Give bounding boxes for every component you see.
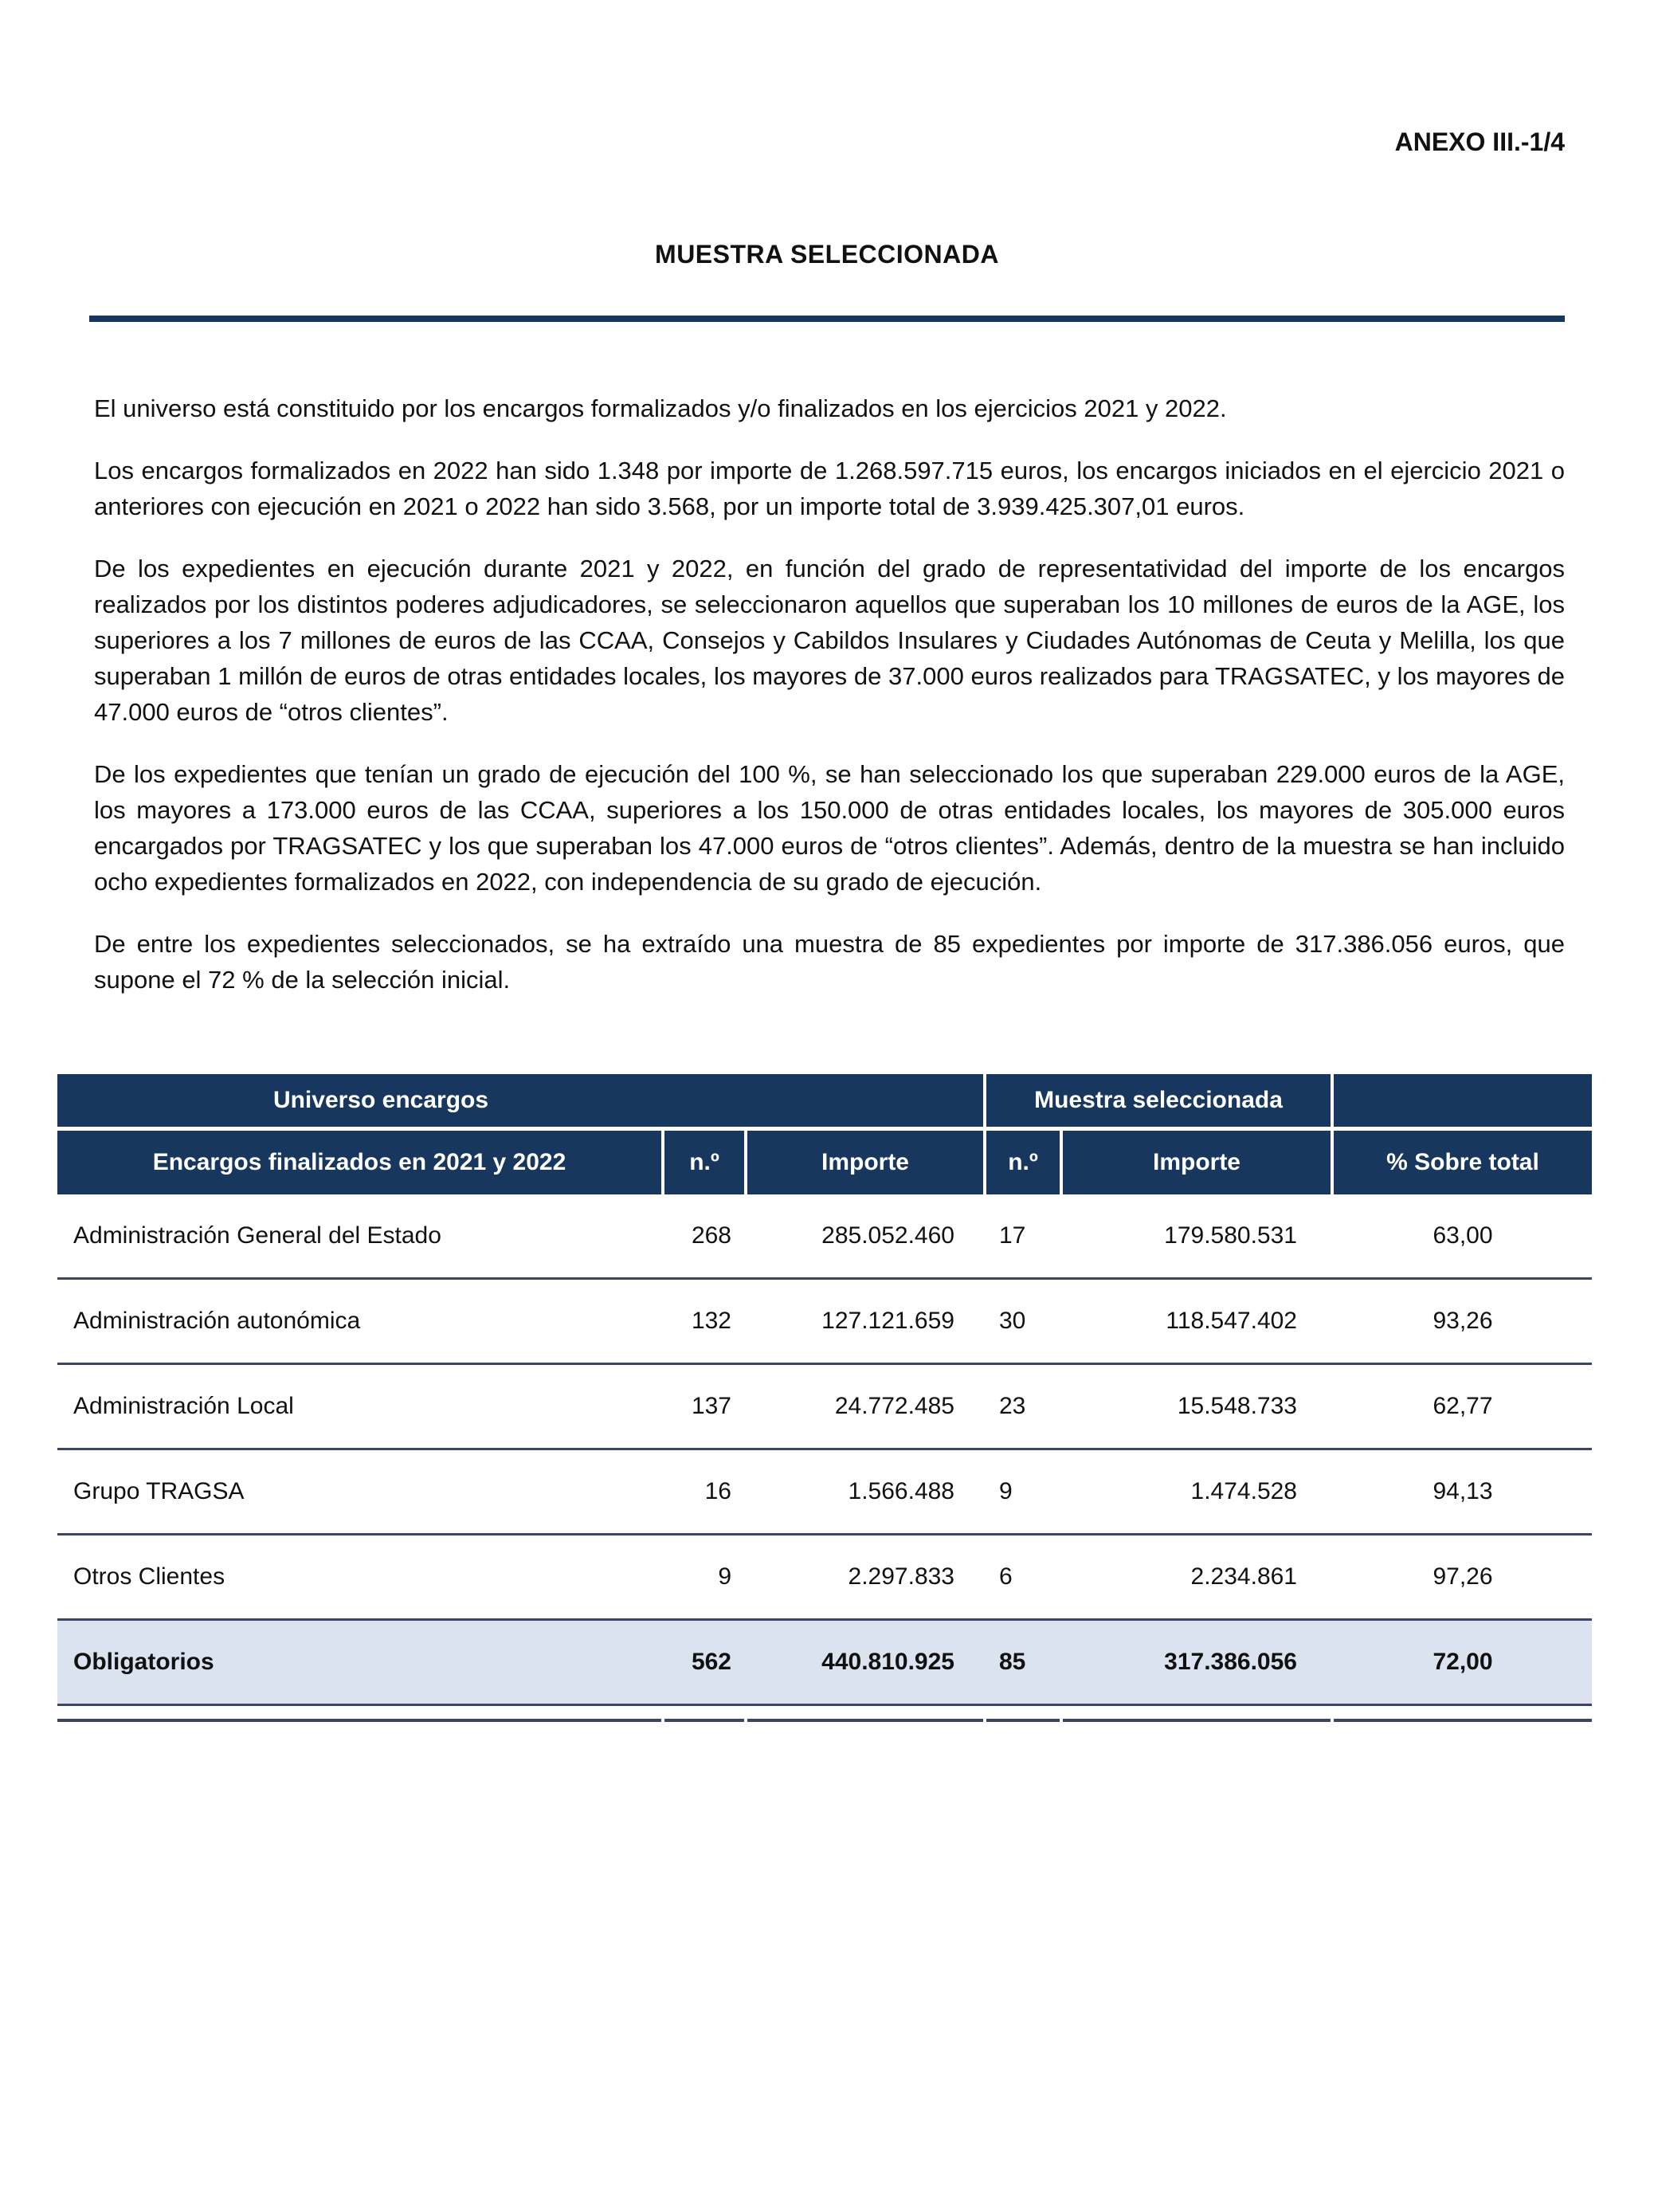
column-header-n1: n.º xyxy=(664,1131,744,1194)
rule-segment xyxy=(986,1719,1060,1722)
table-row xyxy=(57,1280,1592,1365)
table-row xyxy=(57,1450,1592,1535)
cell-n1: 9 xyxy=(718,1563,731,1590)
paragraph-universe: El universo está constituido por los encargos formalizados y/o finalizados en los ejercicios 2021 y 2022. xyxy=(94,394,1227,422)
cell-n1: 562 xyxy=(691,1649,731,1675)
cell-label: Otros Clientes xyxy=(73,1563,225,1590)
table-total-row xyxy=(57,1621,1592,1706)
cell-importe2: 179.580.531 xyxy=(1164,1222,1297,1249)
table-bottom-rule xyxy=(57,1719,1592,1722)
cell-pct: 97,26 xyxy=(1433,1563,1493,1590)
cell-pct: 63,00 xyxy=(1433,1222,1493,1249)
rule-segment xyxy=(664,1719,744,1722)
rule-segment xyxy=(57,1719,661,1722)
cell-n2: 85 xyxy=(999,1649,1026,1675)
cell-importe1: 440.810.925 xyxy=(821,1649,954,1675)
cell-importe2: 118.547.402 xyxy=(1166,1308,1297,1334)
page-title: MUESTRA SELECCIONADA xyxy=(655,240,999,269)
cell-n1: 16 xyxy=(704,1478,731,1504)
group-header-empty xyxy=(1334,1074,1592,1127)
column-header-label: Encargos finalizados en 2021 y 2022 xyxy=(57,1131,661,1194)
paragraph-formalized: Los encargos formalizados en 2022 han sido 1.348 por importe de 1.268.597.715 euros, los encargos iniciados en el ejercicio 2021 o anteriores con ejecución en 2021 o 2022 han sido 3.568, por un importe total de 3.939.425.307,01 euros. xyxy=(94,457,1565,520)
rule-segment xyxy=(1063,1719,1331,1722)
cell-pct: 93,26 xyxy=(1433,1308,1493,1334)
cell-n1: 132 xyxy=(691,1308,731,1334)
column-header-n2: n.º xyxy=(986,1131,1060,1194)
cell-importe1: 24.772.485 xyxy=(834,1393,954,1419)
body-text xyxy=(94,390,1565,998)
cell-importe1: 2.297.833 xyxy=(848,1563,954,1590)
cell-n2: 9 xyxy=(999,1478,1013,1504)
table-group-header-row xyxy=(57,1074,1592,1127)
table-row xyxy=(57,1365,1592,1450)
cell-importe2: 317.386.056 xyxy=(1164,1649,1297,1675)
cell-importe1: 127.121.659 xyxy=(821,1308,954,1334)
rule-segment xyxy=(1334,1719,1592,1722)
rule-segment xyxy=(747,1719,983,1722)
cell-pct: 94,13 xyxy=(1433,1478,1493,1504)
column-header-importe1: Importe xyxy=(747,1131,983,1194)
title-rule xyxy=(89,316,1565,322)
group-header-sample: Muestra seleccionada xyxy=(986,1074,1331,1127)
cell-importe1: 285.052.460 xyxy=(821,1222,954,1249)
cell-label: Obligatorios xyxy=(73,1649,214,1675)
paragraph-executed-criteria: De los expedientes que tenían un grado de ejecución del 100 %, se han seleccionado los que superaban 229.000 euros de la AGE, los mayores a 173.000 euros de las CCAA, superiores a los 150.000 de otras entidades locales, los mayores de 305.000 euros encargados por TRAGSATEC y los que superaban los 47.000 euros de “otros clientes”. Además, dentro de la muestra se han incluido ocho expedientes formalizados en 2022, con independencia de su grado de ejecución. xyxy=(94,760,1565,896)
table-row xyxy=(57,1194,1592,1280)
column-header-importe2: Importe xyxy=(1063,1131,1331,1194)
cell-importe2: 1.474.528 xyxy=(1190,1478,1297,1504)
cell-n2: 6 xyxy=(999,1563,1013,1590)
table-column-header-row xyxy=(57,1131,1592,1194)
cell-n2: 23 xyxy=(999,1393,1026,1419)
cell-n1: 137 xyxy=(691,1393,731,1419)
cell-pct: 62,77 xyxy=(1433,1393,1493,1419)
cell-pct: 72,00 xyxy=(1433,1649,1493,1675)
cell-label: Grupo TRAGSA xyxy=(73,1478,245,1504)
group-header-universe: Universo encargos xyxy=(57,1074,983,1127)
column-header-pct: % Sobre total xyxy=(1334,1131,1592,1194)
paragraph-selection-criteria: De los expedientes en ejecución durante 2021 y 2022, en función del grado de representatividad del importe de los encargos realizados por los distintos poderes adjudicadores, se seleccionaron aquellos que superaban los 10 millones de euros de la AGE, los superiores a los 7 millones de euros de las CCAA, Consejos y Cabildos Insulares y Ciudades Autónomas de Ceuta y Melilla, los que superaban 1 millón de euros de otras entidades locales, los mayores de 37.000 euros realizados para TRAGSATEC, y los mayores de 47.000 euros de “otros clientes”. xyxy=(94,555,1565,726)
annex-label: ANEXO III.-1/4 xyxy=(1394,127,1565,156)
cell-label: Administración autonómica xyxy=(73,1308,361,1334)
cell-n2: 30 xyxy=(999,1308,1026,1334)
cell-importe1: 1.566.488 xyxy=(848,1478,954,1504)
cell-importe2: 2.234.861 xyxy=(1190,1563,1297,1590)
cell-label: Administración General del Estado xyxy=(73,1222,441,1249)
table-row xyxy=(57,1535,1592,1621)
cell-label: Administración Local xyxy=(73,1393,294,1419)
cell-n1: 268 xyxy=(691,1222,731,1249)
cell-n2: 17 xyxy=(999,1222,1026,1249)
sample-table xyxy=(57,1074,1592,1722)
cell-importe2: 15.548.733 xyxy=(1177,1393,1297,1419)
paragraph-sample-summary: De entre los expedientes seleccionados, se ha extraído una muestra de 85 expedientes por importe de 317.386.056 euros, que supone el 72 % de la selección inicial. xyxy=(94,930,1565,994)
